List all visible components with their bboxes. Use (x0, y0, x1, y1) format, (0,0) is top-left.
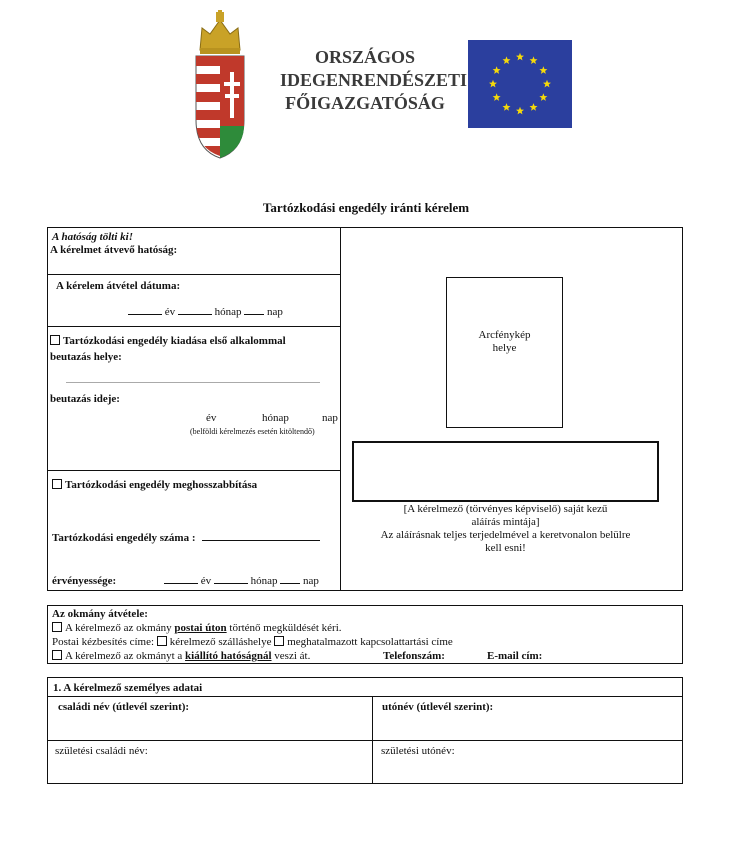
receipt-year-field[interactable] (128, 314, 162, 315)
phone-label: Telefonszám: (383, 650, 445, 662)
entry-time-label: beutazás ideje: (50, 393, 120, 405)
birth-given-name-label[interactable]: születési utónév: (381, 745, 455, 757)
validity-day-label: nap (303, 575, 319, 587)
main-divider (340, 227, 341, 591)
validity-month-field[interactable] (214, 583, 248, 584)
pickup-option-checkbox[interactable] (52, 650, 62, 660)
postal-option-text-b: postai úton (174, 622, 227, 634)
signature-line2: aláírás mintája] (471, 516, 540, 528)
first-issue-row (50, 335, 286, 347)
divider-3 (47, 470, 341, 471)
first-issue-label: Tartózkodási engedély kiadása első alkalommal (63, 335, 286, 347)
personal-divider-h2 (47, 740, 683, 741)
pickup-option-row (52, 650, 310, 662)
permit-number-field[interactable] (202, 540, 320, 541)
validity-day-field[interactable] (280, 583, 300, 584)
receiving-authority-label: A kérelmet átvevő hatóság: (50, 244, 178, 256)
photo-placeholder-text (446, 329, 563, 355)
form-title: Tartózkodási engedély iránti kérelem (262, 200, 470, 215)
coat-of-arms-logo (190, 10, 250, 160)
pickup-option-text-a: A kérelmező az okmányt a (65, 650, 186, 662)
divider-2 (47, 326, 341, 327)
validity-month-label: hónap (250, 575, 278, 587)
postal-proxy-checkbox[interactable] (274, 636, 284, 646)
pickup-option-text-c: veszi át. (271, 650, 311, 662)
receipt-month-label: hónap (214, 306, 242, 318)
extension-row (52, 479, 257, 491)
entry-day-label: nap (322, 412, 338, 424)
permit-number-row (52, 532, 320, 544)
personal-divider-v (372, 696, 373, 784)
postal-option-text-c: történő megküldését kéri. (226, 622, 342, 634)
receipt-date-row (128, 306, 283, 318)
divider-1 (47, 274, 341, 275)
receipt-date-label: A kérelem átvétel dátuma: (56, 280, 181, 292)
birth-family-name-label[interactable]: születési családi név: (55, 745, 148, 757)
agency-name-line2: IDEGENRENDÉSZETI (280, 70, 468, 90)
postal-option-row (52, 622, 342, 634)
postal-option-text-a: A kérelmező az okmány (65, 622, 175, 634)
postal-option-checkbox[interactable] (52, 622, 62, 632)
document-receipt-title: Az okmány átvétele: (52, 608, 148, 620)
entry-place-label: beutazás helye: (50, 351, 122, 363)
photo-line2: helye (492, 342, 517, 354)
permit-number-label: Tartózkodási engedély száma : (52, 532, 196, 544)
authority-note: A hatóság tölti ki! (52, 231, 133, 243)
email-label: E-mail cím: (487, 650, 543, 662)
pickup-option-text-b: kiállító hatóságnál (185, 650, 272, 662)
receipt-year-label: év (164, 306, 176, 318)
agency-name-line1: ORSZÁGOS (314, 47, 416, 67)
signature-line1: [A kérelmező (törvényes képviselő) saját kezű (403, 503, 608, 515)
postal-address-row (52, 636, 453, 648)
entry-time-hint: (belföldi kérelmezés esetén kitöltendő) (190, 427, 315, 436)
personal-section-title: 1. A kérelmező személyes adatai (53, 682, 203, 694)
postal-proxy-label: meghatalmazott kapcsolattartási címe (287, 636, 453, 648)
eu-flag-logo (468, 40, 572, 128)
postal-accommodation-checkbox[interactable] (157, 636, 167, 646)
agency-name-line3: FŐIGAZGATÓSÁG (285, 93, 445, 113)
entry-year-label: év (206, 412, 217, 424)
validity-year-field[interactable] (164, 583, 198, 584)
receipt-day-field[interactable] (244, 314, 264, 315)
postal-address-label: Postai kézbesítés címe: (52, 636, 155, 648)
postal-accommodation-label: kérelmező szálláshelye (169, 636, 272, 648)
validity-date-row (164, 575, 319, 587)
entry-month-label: hónap (262, 412, 289, 424)
given-name-label[interactable]: utónév (útlevél szerint): (382, 701, 494, 713)
entry-place-field[interactable] (66, 382, 320, 383)
signature-line4: kell esni! (485, 542, 526, 554)
validity-label: érvényessége: (52, 575, 117, 587)
agency-name (280, 46, 468, 115)
signature-line3: Az aláírásnak teljes terjedelmével a keretvonalon belülre (380, 529, 631, 541)
photo-line1: Arcfénykép (478, 329, 531, 341)
receipt-day-label: nap (267, 306, 283, 318)
signature-instructions (352, 503, 659, 555)
signature-box[interactable] (352, 441, 659, 502)
personal-divider-h1 (47, 696, 683, 697)
extension-label: Tartózkodási engedély meghosszabbítása (65, 479, 258, 491)
receipt-month-field[interactable] (178, 314, 212, 315)
extension-checkbox[interactable] (52, 479, 62, 489)
first-issue-checkbox[interactable] (50, 335, 60, 345)
validity-year-label: év (200, 575, 212, 587)
family-name-label[interactable]: családi név (útlevél szerint): (58, 701, 190, 713)
